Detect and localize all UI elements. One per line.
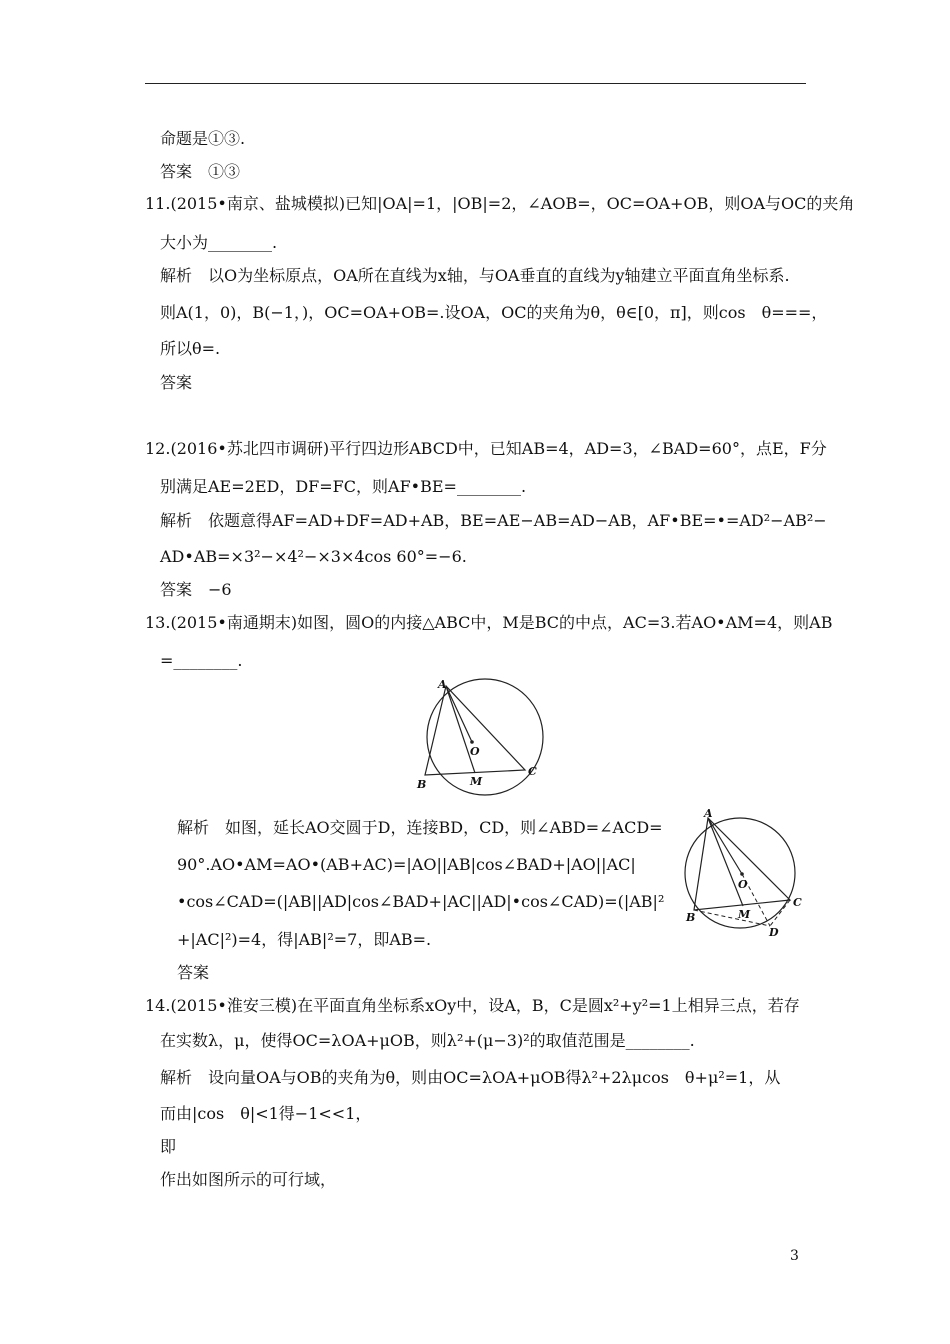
header-rule <box>145 83 806 84</box>
solution-line: 解析 依题意得AF=AD+DF=AD+AB，BE=AE−AB=AD−AB，AF•BE=•=AD²−AB²− <box>160 511 827 530</box>
figure-label: O <box>738 878 748 891</box>
solution-line: 90°.AO•AM=AO•(AB+AC)=|AO||AB|cos∠BAD+|AO||AC| <box>177 855 636 874</box>
answer-line: 答案 <box>177 963 210 982</box>
solution-line: AD•AB=×3²−×4²−×3×4cos 60°=−6. <box>160 547 467 566</box>
problem-13: 13.(2015•南通期末)如图，圆O的内接△ABC中，M是BC的中点，AC=3.若AO•AM=4，则AB <box>145 613 833 632</box>
problem-12: 12.(2016•苏北四市调研)平行四边形ABCD中，已知AB=4，AD=3，∠BAD=60°，点E，F分 <box>145 439 827 458</box>
problem-11: 11.(2015•南京、盐城模拟)已知|OA|=1，|OB|=2，∠AOB=，OC=OA+OB，则OA与OC的夹角 <box>145 194 855 213</box>
solution-line: 所以θ=. <box>160 339 221 358</box>
text-line: 在实数λ，μ，使得OC=λOA+μOB，则λ²+(μ−3)²的取值范围是________. <box>160 1031 695 1050</box>
text-line: 命题是①③. <box>160 129 246 148</box>
text-line: 大小为________. <box>160 233 278 252</box>
answer-line: 答案 ①③ <box>160 162 241 181</box>
figure-circle-triangle <box>410 675 560 805</box>
solution-line: 解析 如图，延长AO交圆于D，连接BD，CD，则∠ABD=∠ACD= <box>177 818 663 837</box>
figure-label: M <box>738 908 751 921</box>
figure-label: C <box>793 896 802 909</box>
figure-label: A <box>438 678 447 691</box>
figure-circle-extended <box>680 808 810 943</box>
solution-line: +|AC|²)=4，得|AB|²=7，即AB=. <box>177 930 432 949</box>
solution-line: 而由|cos θ|<1得−1<<1， <box>160 1104 372 1123</box>
solution-line: 即 <box>160 1137 177 1156</box>
figure-label: D <box>769 926 779 939</box>
answer-line: 答案 <box>160 373 193 392</box>
text-line: =________. <box>160 651 243 670</box>
solution-line: 则A(1，0)，B(−1，)，OC=OA+OB=.设OA，OC的夹角为θ，θ∈[0，π]，则cos θ===， <box>160 303 828 322</box>
solution-line: 作出如图所示的可行域， <box>160 1170 337 1189</box>
figure-label: B <box>417 778 427 791</box>
solution-line: 解析 以O为坐标原点，OA所在直线为x轴，与OA垂直的直线为y轴建立平面直角坐标系. <box>160 266 790 285</box>
figure-label: A <box>704 808 713 820</box>
solution-line: 解析 设向量OA与OB的夹角为θ，则由OC=λOA+μOB得λ²+2λμcos θ+μ²=1，从 <box>160 1068 781 1087</box>
figure-label: C <box>528 765 537 778</box>
solution-line: •cos∠CAD=(|AB||AD|cos∠BAD+|AC||AD|•cos∠CAD)=(|AB|² <box>177 892 665 911</box>
page-number: 3 <box>790 1248 799 1264</box>
answer-line: 答案 −6 <box>160 580 232 599</box>
text-line: 别满足AE=2ED，DF=FC，则AF•BE=________. <box>160 477 527 496</box>
figure-label: O <box>470 745 480 758</box>
figure-label: M <box>470 775 483 788</box>
problem-14: 14.(2015•淮安三模)在平面直角坐标系xOy中，设A，B，C是圆x²+y²=1上相异三点，若存 <box>145 996 800 1015</box>
figure-label: B <box>686 911 696 924</box>
